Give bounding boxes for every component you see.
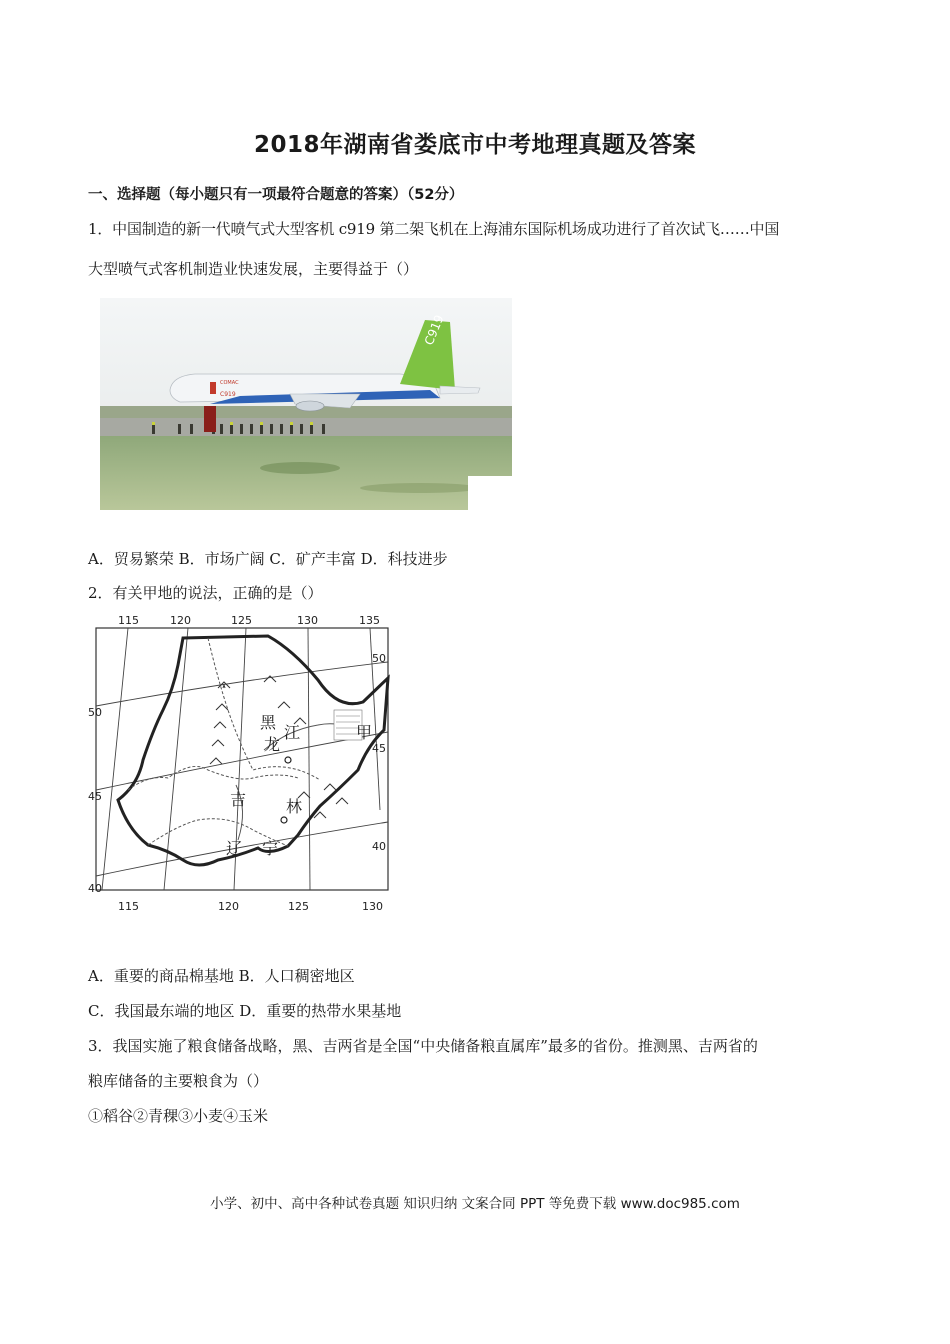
map-left-lat-45: 45 [88, 790, 102, 803]
question-2-options-line-1: A．重要的商品棉基地 B．人口稠密地区 [88, 967, 355, 985]
map-bottom-lon-115: 115 [118, 900, 139, 913]
question-3-line-2: 粮库储备的主要粮食为（） [88, 1072, 269, 1090]
section-heading: 一、选择题（每小题只有一项最符合题意的答案）（52分） [88, 187, 464, 203]
map-right-lat-50: 50 [372, 652, 386, 665]
map-left-lat-50: 50 [88, 706, 102, 719]
question-3-line-1: 3．我国实施了粮食储备战略，黑、吉两省是全国“中央储备粮直属库”最多的省份。推测黑、吉两省的 [88, 1037, 758, 1055]
map-bottom-lon-125: 125 [288, 900, 309, 913]
c919-airplane-photo [100, 298, 512, 510]
map-label-long: 龙 [264, 735, 281, 754]
map-label-hei: 黑 [260, 713, 277, 732]
map-bottom-lon-130: 130 [362, 900, 383, 913]
map-top-lon-130: 130 [297, 614, 318, 627]
map-label-ji: 吉 [230, 790, 247, 809]
map-top-lon-125: 125 [231, 614, 252, 627]
map-marker-jia: 甲 [356, 723, 373, 742]
map-top-lon-120: 120 [170, 614, 191, 627]
map-label-ning: 宁 [262, 839, 279, 858]
map-top-lon-135: 135 [359, 614, 380, 627]
northeast-china-map [88, 610, 398, 915]
page-footer: 小学、初中、高中各种试卷真题 知识归纳 文案合同 PPT 等免费下载 www.doc985.com [210, 1196, 740, 1212]
map-top-lon-115: 115 [118, 614, 139, 627]
question-1-line-1: 1．中国制造的新一代喷气式大型客机 c919 第二架飞机在上海浦东国际机场成功进行了首次试飞……中国 [88, 220, 780, 238]
map-right-lat-45: 45 [372, 742, 386, 755]
map-right-lat-40: 40 [372, 840, 386, 853]
question-3-options: ①稻谷②青稞③小麦④玉米 [88, 1107, 269, 1125]
question-1-line-2: 大型喷气式客机制造业快速发展，主要得益于（） [88, 260, 419, 278]
question-2-line-1: 2．有关甲地的说法，正确的是（） [88, 584, 323, 602]
map-label-liao: 辽 [226, 839, 243, 858]
map-label-jiang: 江 [284, 723, 301, 742]
map-bottom-lon-120: 120 [218, 900, 239, 913]
tail-c919-text: C919 [421, 312, 447, 348]
question-2-options-line-2: C．我国最东端的地区 D．重要的热带水果基地 [88, 1002, 402, 1020]
map-left-lat-40: 40 [88, 882, 102, 895]
map-label-lin: 林 [286, 797, 303, 816]
fuselage-c919-text: C919 [220, 391, 236, 398]
question-1-options: A．贸易繁荣 B．市场广阔 C．矿产丰富 D．科技进步 [88, 550, 448, 568]
svg-text:COMAC: COMAC [220, 380, 239, 386]
page-title: 2018年湖南省娄底市中考地理真题及答案 [253, 132, 696, 158]
